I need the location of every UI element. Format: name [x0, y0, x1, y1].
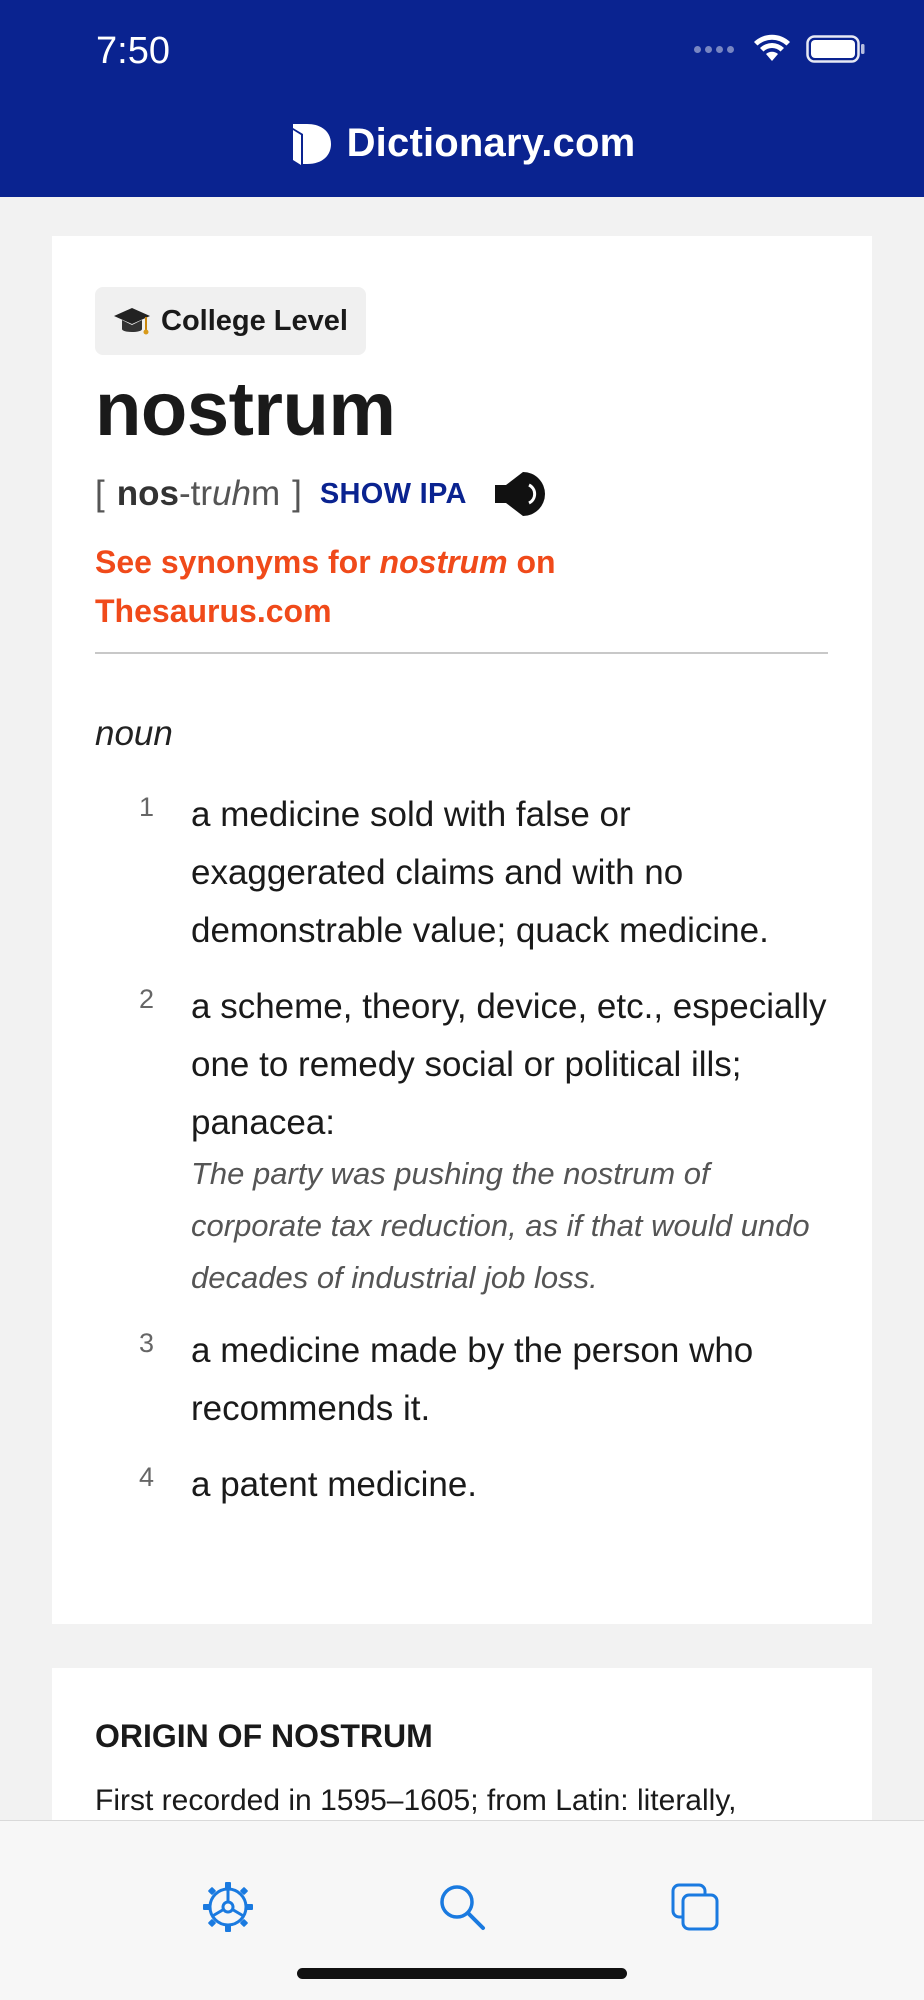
headword: nostrum	[95, 367, 396, 452]
wifi-icon	[752, 34, 792, 64]
definition-number: 1	[139, 792, 155, 822]
app-header	[0, 0, 924, 197]
definition-item	[95, 978, 845, 1304]
status-time: 7:50	[96, 30, 170, 72]
definition-list	[95, 786, 845, 1532]
synonyms-site: Thesaurus.com	[95, 593, 332, 629]
origin-title: ORIGIN OF NOSTRUM	[95, 1718, 433, 1754]
pron-close-bracket: ]	[292, 474, 302, 513]
audio-button[interactable]	[493, 468, 549, 520]
part-of-speech: noun	[95, 714, 173, 753]
definition-text: a scheme, theory, device, etc., especially one to remedy social or political ills; panacea:	[191, 987, 827, 1142]
pron-syllable: tr	[190, 474, 213, 513]
tab-settings[interactable]	[198, 1877, 258, 1937]
synonyms-suffix: on	[507, 544, 556, 580]
copy-icon	[669, 1881, 721, 1933]
entry-card	[52, 236, 872, 1624]
definition-number: 4	[139, 1462, 155, 1492]
app-logo[interactable]	[0, 120, 924, 166]
home-indicator	[297, 1968, 627, 1979]
pron-syllable-italic: uh	[212, 474, 251, 513]
pron-open-bracket: [	[95, 474, 105, 513]
search-icon	[437, 1882, 487, 1932]
pron-separator: -	[178, 474, 191, 513]
definition-text: a medicine made by the person who recommends it.	[191, 1331, 754, 1428]
graduation-cap-icon	[113, 302, 151, 340]
divider	[95, 652, 828, 654]
settings-icon	[201, 1880, 255, 1934]
logo-text: Dictionary.com	[346, 120, 636, 165]
definition-text: a medicine sold with false or exaggerated claims and with no demonstrable value; quack medicine.	[191, 795, 769, 950]
level-label: College Level	[161, 304, 348, 337]
pronunciation	[95, 468, 549, 520]
tab-copy[interactable]	[665, 1877, 725, 1937]
definition-text: a patent medicine.	[191, 1465, 478, 1504]
synonyms-word: nostrum	[379, 544, 508, 580]
definition-item	[95, 1322, 845, 1438]
definition-item	[95, 1456, 845, 1514]
battery-icon	[806, 34, 866, 64]
pron-stressed: nos	[116, 474, 179, 513]
thesaurus-link[interactable]	[95, 538, 655, 636]
tab-search[interactable]	[432, 1877, 492, 1937]
origin-text: First recorded in 1595–1605; from Latin: literally,	[95, 1784, 737, 1817]
definition-number: 2	[139, 984, 155, 1014]
signal-icon	[694, 46, 734, 53]
pron-syllable-end: m	[250, 474, 281, 513]
definition-number: 3	[139, 1328, 155, 1358]
show-ipa-button[interactable]: SHOW IPA	[319, 477, 467, 510]
synonyms-prefix: See synonyms for	[95, 544, 380, 580]
level-badge[interactable]	[95, 287, 366, 355]
definition-example: The party was pushing the nostrum of corporate tax reduction, as if that would undo decades of industrial job loss.	[191, 1156, 810, 1295]
definition-item	[95, 786, 845, 960]
status-icons	[694, 34, 866, 64]
speaker-icon	[493, 468, 549, 520]
dictionary-logo-icon	[289, 120, 333, 166]
